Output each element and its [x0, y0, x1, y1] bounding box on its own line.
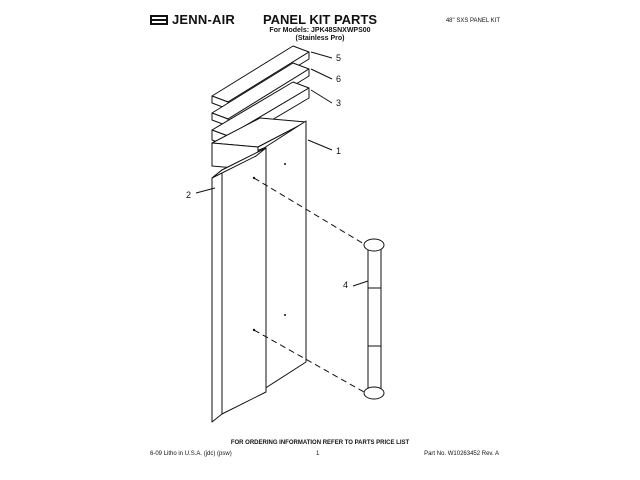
- callout-6: 6: [336, 74, 342, 84]
- callout-4: 4: [343, 280, 349, 290]
- part-4-handle: [364, 239, 384, 399]
- litho-line: 6-09 Litho in U.S.A. (jdc) (psw): [150, 451, 232, 457]
- ordering-info: FOR ORDERING INFORMATION REFER TO PARTS PRICE LIST: [230, 440, 410, 446]
- callout-3: 3: [336, 98, 342, 108]
- callout-1: 1: [336, 146, 342, 156]
- page-number: 1: [316, 451, 320, 457]
- kit-label: 48" SXS PANEL KIT: [445, 18, 500, 24]
- callout-5: 5: [336, 53, 342, 63]
- page-title: PANEL KIT PARTS: [262, 12, 378, 27]
- part-2-left-panel: [212, 148, 266, 422]
- part-number: Part No. W10263452 Rev. A: [424, 451, 499, 457]
- models-line: For Models: JPK48SNXWPS00: [269, 27, 371, 34]
- callout-2: 2: [186, 190, 192, 200]
- brand-name: JENN-AIR: [172, 12, 235, 27]
- variant-line: (Stainless Pro): [295, 35, 345, 42]
